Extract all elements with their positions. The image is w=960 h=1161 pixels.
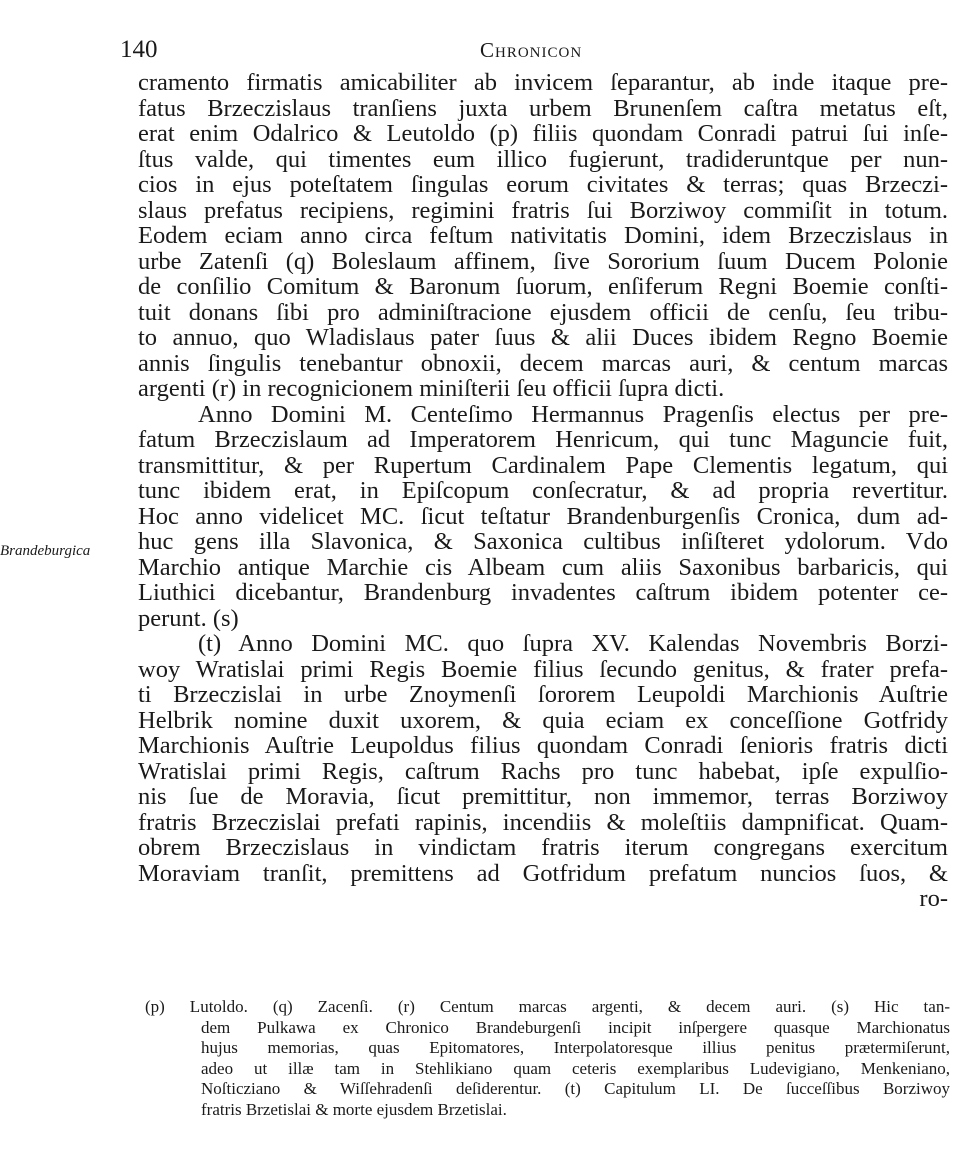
- body-line: cios in ejus poteſtatem ſingulas eorum civitates & terras; quas Brzeczi-: [138, 172, 948, 198]
- footnote-line: Noſticziano & Wiſſehradenſi deſiderentur. (t) Capitulum LI. De ſucceſſibus Borziwoy: [201, 1079, 950, 1098]
- body-line: fatus Brzeczislaus tranſiens juxta urbem Brunenſem caſtra metatus eſt,: [138, 95, 948, 121]
- body-line: (t) Anno Domini MC. quo ſupra XV. Kalendas Novembris Borzi-: [198, 631, 948, 657]
- body-text: [138, 70, 948, 912]
- body-line: perunt. (s): [138, 605, 239, 631]
- footnote-line: adeo ut illæ tam in Stehlikiano quam ceteris exemplaribus Ludevigiano, Menkeniano,: [201, 1058, 950, 1078]
- body-line: cramento firmatis amicabiliter ab invicem ſeparantur, ab inde itaque pre-: [138, 70, 948, 96]
- body-line: nis ſue de Moravia, ſicut premittitur, non immemor, terras Borziwoy: [138, 784, 948, 810]
- footnote-line: fratris Brzetislai & morte ejusdem Brzetislai.: [201, 1099, 507, 1119]
- body-line: slaus prefatus recipiens, regimini fratris ſui Borziwoy commiſit in totum.: [138, 197, 948, 223]
- footnote-line: dem Pulkawa ex Chronico Brandeburgenſi incipit inſpergere quasque Marchionatus: [201, 1017, 950, 1037]
- body-line: de conſilio Comitum & Baronum ſuorum, enſiferum Regni Boemie conſti-: [138, 274, 948, 300]
- body-line: ti Brzeczislai in urbe Znoymenſi ſororem Leupoldi Marchionis Auſtrie: [138, 682, 948, 708]
- footnote-line: (p) Lutoldo. (q) Zacenſi. (r) Centum marcas argenti, & decem auri. (s) Hic tan-: [145, 997, 950, 1016]
- body-line: Helbrik nomine duxit uxorem, & quia eciam ex conceſſione Gotfridy: [138, 707, 948, 733]
- body-line: tuit donans ſibi pro adminiſtracione ejusdem officii de cenſu, ſeu tribu-: [138, 299, 948, 325]
- body-line: fatum Brzeczislaum ad Imperatorem Henricum, qui tunc Maguncie fuit,: [138, 427, 948, 453]
- running-head: Chronicon: [480, 38, 583, 62]
- margin-note: Brandeburgica: [0, 543, 91, 559]
- body-line: Marchio antique Marchie cis Albeam cum aliis Saxonibus barbaricis, qui: [138, 554, 948, 580]
- body-line: annis ſingulis tenebantur obnoxii, decem marcas auri, & centum marcas: [138, 350, 948, 376]
- body-line: Wratislai primi Regis, caſtrum Rachs pro tunc habebat, ipſe expulſio-: [138, 758, 948, 784]
- body-line: woy Wratislai primi Regis Boemie filius ſecundo genitus, & frater prefa-: [138, 656, 948, 682]
- body-line: Moraviam tranſit, premittens ad Gotfridum prefatum nuncios ſuos, &: [138, 860, 948, 886]
- body-line: huc gens illa Slavonica, & Saxonica cultibus inſiſteret ydolorum. Vdo: [138, 529, 948, 555]
- body-line: erat enim Odalrico & Leutoldo (p) filiis quondam Conradi patrui ſui inſe-: [138, 121, 948, 147]
- page-number: 140: [120, 36, 158, 63]
- catchword: ro-: [919, 886, 948, 912]
- body-line: urbe Zatenſi (q) Boleslaum affinem, ſive Sororium ſuum Ducem Polonie: [138, 248, 948, 274]
- body-line: ſtus valde, qui timentes eum illico fugierunt, tradideruntque per nun-: [138, 146, 948, 172]
- body-line: Marchionis Auſtrie Leupoldus filius quondam Conradi ſenioris fratris dicti: [138, 733, 948, 759]
- body-line: argenti (r) in recognicionem miniſterii ſeu officii ſupra dicti.: [138, 376, 725, 402]
- body-line: Eodem eciam anno circa feſtum nativitatis Domini, idem Brzeczislaus in: [138, 223, 948, 249]
- body-line: obrem Brzeczislaus in vindictam fratris iterum congregans exercitum: [138, 835, 948, 861]
- body-line: Anno Domini M. Centeſimo Hermannus Pragenſis electus per pre-: [198, 401, 948, 427]
- body-line: to annuo, quo Wladislaus pater ſuus & alii Duces ibidem Regno Boemie: [138, 325, 948, 351]
- footnotes: [145, 997, 950, 1120]
- body-line: transmittitur, & per Rupertum Cardinalem Pape Clementis legatum, qui: [138, 452, 948, 478]
- body-line: fratris Brzeczislai prefati rapinis, incendiis & moleſtiis dampnificat. Quam-: [138, 809, 948, 835]
- footnote-line: hujus memorias, quas Epitomatores, Interpolatoresque illius penitus prætermiſerunt,: [201, 1038, 950, 1057]
- body-line: Hoc anno videlicet MC. ſicut teſtatur Brandenburgenſis Cronica, dum ad-: [138, 503, 948, 529]
- body-line: tunc ibidem erat, in Epiſcopum conſecratur, & ad propria revertitur.: [138, 478, 948, 504]
- body-line: Liuthici dicebantur, Brandenburg invadentes caſtrum ibidem potenter ce-: [138, 580, 948, 606]
